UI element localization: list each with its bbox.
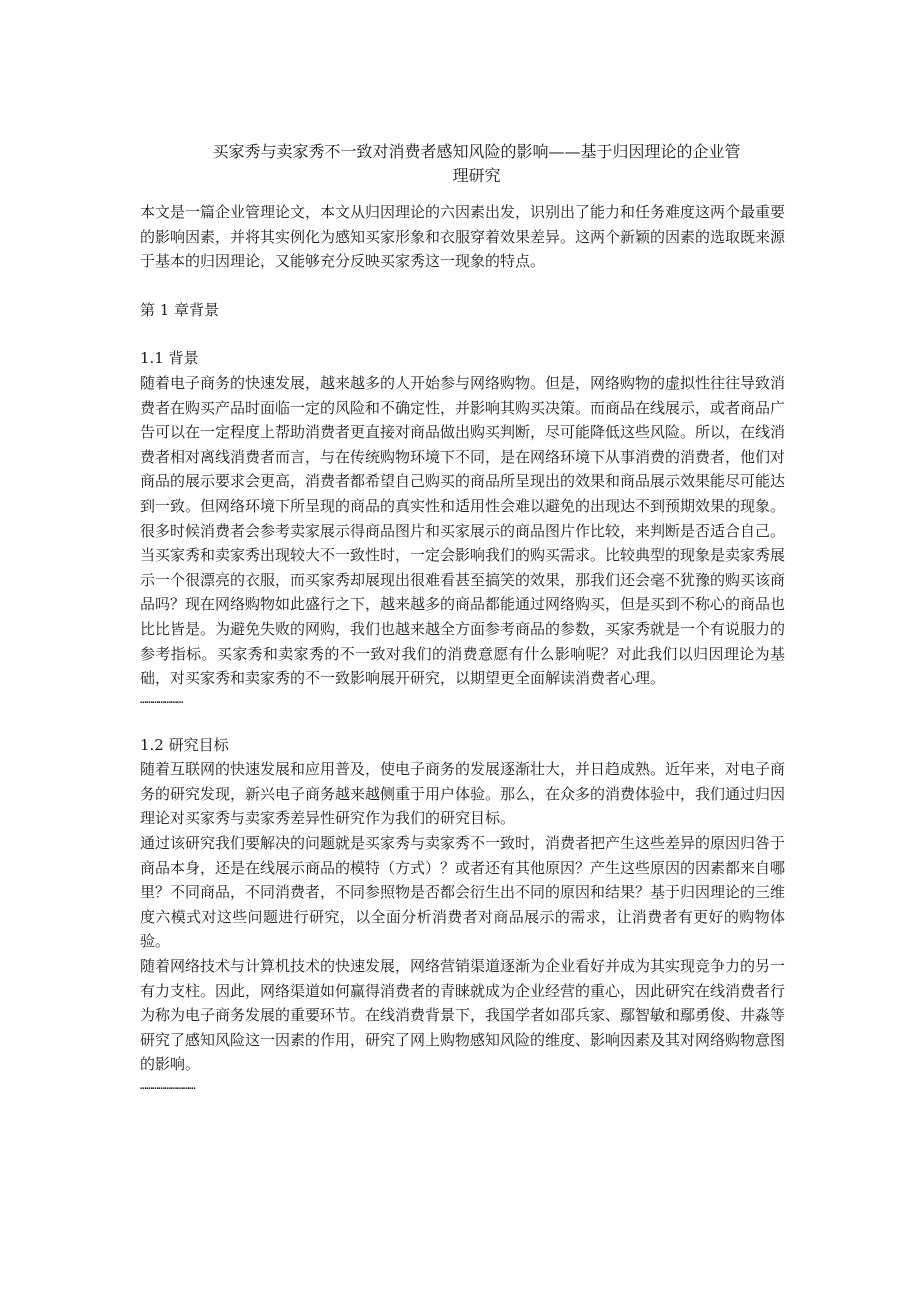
chapter-heading: 第 1 章背景 xyxy=(140,300,220,319)
section-1-1-heading: 1.1 背景 xyxy=(140,349,199,368)
title-line-1: 买家秀与卖家秀不一致对消费者感知风险的影响——基于归因理论的企业管 xyxy=(212,142,741,161)
section-1-2-paragraph-3: 随着网络技术与计算机技术的快速发展，网络营销渠道逐渐为企业看好并成为其实现竞争力的另一有力支柱。因此，网络渠道如何赢得消费者的青睐就成为企业经营的重心，因此研究在线消费者行为称为电子商务发展的重要环节。在线消费背景下，我国学者如邵兵家、鄢智敏和鄢勇俊、井淼等研究了感知风险这一因素的作用，研究了网上购物感知风险的维度、影响因素及其对网络购物意图的影响。 xyxy=(140,957,786,1074)
section-1-2-ellipsis: ……………………… xyxy=(140,1079,196,1092)
section-1-1-ellipsis: ………………… xyxy=(140,692,183,706)
section-1-1-body: 随着电子商务的快速发展，越来越多的人开始参与网络购物。但是，网络购物的虚拟性往往导致消费者在购买产品时面临一定的风险和不确定性，并影响其购买决策。而商品在线展示，或者商品广告可以在一定程度上帮助消费者更直接对商品做出购买判断，尽可能降低这些风险。所以，在线消费者相对离线消费者而言，与在传统购物环境下不同，是在网络环境下从事消费的消费者，他们对商品的展示要求会更高，消费者都希望自己购买的商品所呈现出的效果和商品展示效果能尽可能达到一致。但网络环境下所呈现的商品的真实性和适用性会难以避免的出现达不到预期效果的现象。很多时候消费者会参考卖家展示得商品图片和买家展示的商品图片作比较，来判断是否适合自己。当买家秀和卖家秀出现较大不一致性时，一定会影响我们的购买需求。比较典型的现象是卖家秀展示一个很漂亮的衣服，而买家秀却展现出很难看甚至搞笑的效果，那我们还会毫不犹豫的购买该商品吗？现在网络购物如此盛行之下，越来越多的商品都能通过网络购买，但是买到不称心的商品也比比皆是。为避免失败的网购，我们也越来越全方面参考商品的参数，买家秀就是一个有说服力的参考指标。买家秀和卖家秀的不一致对我们的消费意愿有什么影响呢？对此我们以归因理论为基础，对买家秀和卖家秀的不一致影响展开研究，以期望更全面解读消费者心理。 xyxy=(140,373,786,688)
title-line-2: 理研究 xyxy=(452,166,501,185)
section-1-2-paragraph-1: 随着互联网的快速发展和应用普及，使电子商务的发展逐渐壮大，并日趋成熟。近年来，对电子商务的研究发现，新兴电子商务越来越侧重于用户体验。那么，在众多的消费体验中，我们通过归因理论对买家秀与卖家秀差异性研究作为我们的研究目标。 xyxy=(140,760,786,828)
section-1-2-heading: 1.2 研究目标 xyxy=(140,735,229,754)
document-title xyxy=(140,140,785,188)
document-page xyxy=(140,140,785,1095)
section-1-2-paragraph-2: 通过该研究我们要解决的问题就是买家秀与卖家秀不一致时，消费者把产生这些差异的原因归咎于商品本身，还是在线展示商品的模特（方式）？或者还有其他原因？产生这些原因的因素都来自哪里？不同商品，不同消费者，不同参照物是否都会衍生出不同的原因和结果？基于归因理论的三维度六模式对这些问题进行研究，以全面分析消费者对商品展示的需求，让消费者有更好的购物体验。 xyxy=(140,834,786,951)
intro-paragraph: 本文是一篇企业管理论文，本文从归因理论的六因素出发，识别出了能力和任务难度这两个最重要的影响因素，并将其实例化为感知买家形象和衣服穿着效果差异。这两个新颖的因素的选取既来源于基本的归因理论，又能够充分反映买家秀这一现象的特点。 xyxy=(140,203,786,271)
